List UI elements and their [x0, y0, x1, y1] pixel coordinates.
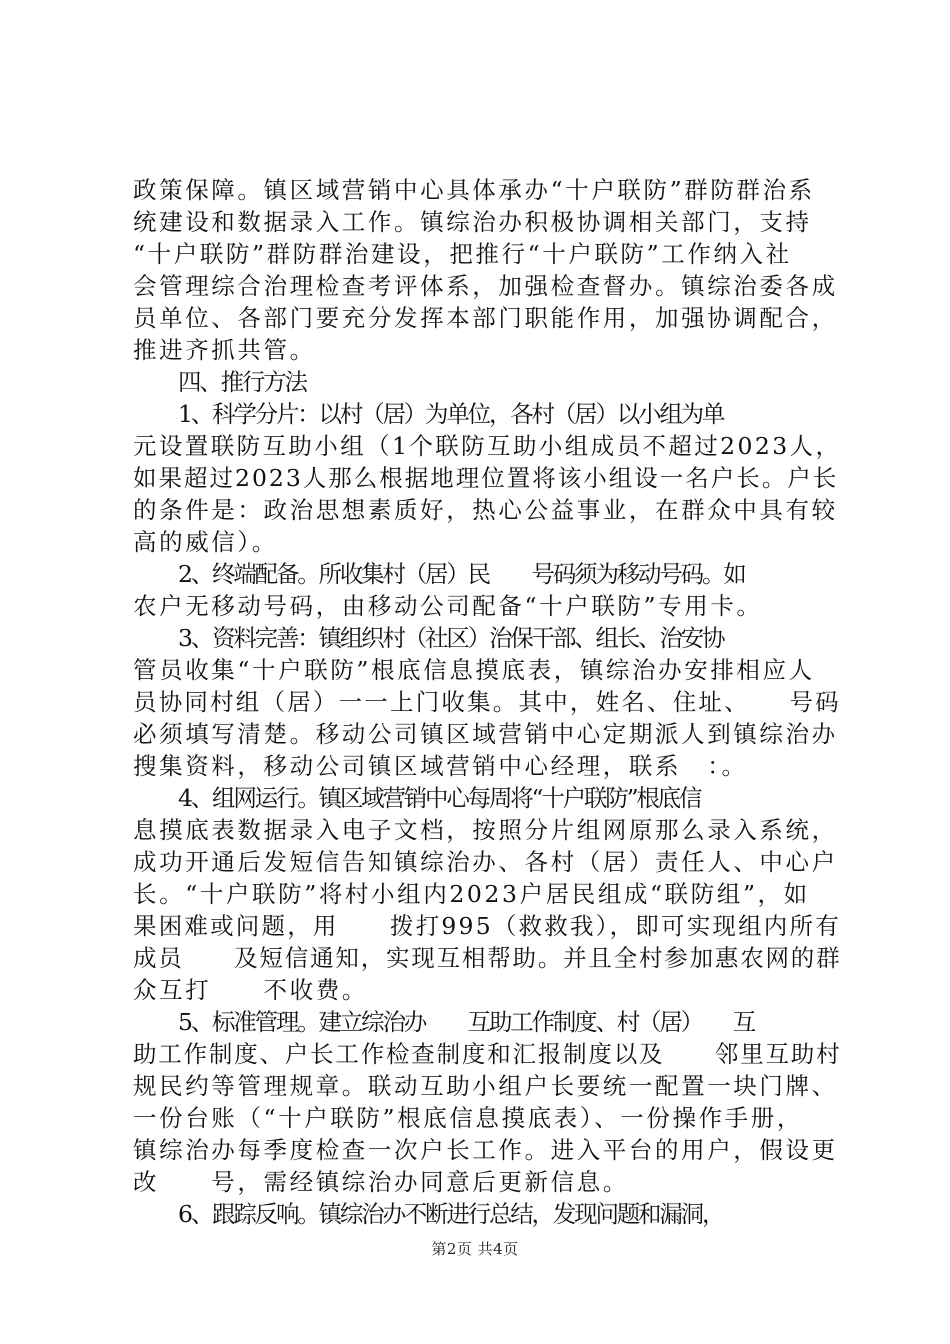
paragraph-line: 息摸底表数据录入电子文档，按照分片组网原那么录入系统，	[133, 816, 838, 844]
paragraph-line: 的条件是：政治思想素质好，热心公益事业，在群众中具有较	[133, 496, 838, 524]
paragraph-line: 推进齐抓共管。	[133, 336, 316, 364]
section-heading: 四、推行方法	[178, 368, 306, 396]
paragraph-line: 成功开通后发短信告知镇综治办、各村（居）责任人、中心户	[133, 848, 838, 876]
paragraph-line: 果困难或问题，用 拨打995（救救我），即可实现组内所有	[133, 912, 841, 940]
paragraph-line: 规民约等管理规章。联动互助小组户长要统一配置一块门牌、	[133, 1072, 838, 1100]
paragraph-line: 3、资料完善：镇组织村（社区）治保干部、组长、治安协	[178, 624, 724, 652]
paragraph-line: 改 号，需经镇综治办同意后更新信息。	[133, 1168, 629, 1196]
paragraph-line: 农户无移动号码，由移动公司配备“十户联防”专用卡。	[133, 592, 763, 620]
paragraph-line: 会管理综合治理检查考评体系，加强检查督办。镇综治委各成	[133, 272, 838, 300]
paragraph-line: 1、科学分片：以村（居）为单位，各村（居）以小组为单	[178, 400, 724, 428]
paragraph-line: 政策保障。镇区域营销中心具体承办“十户联防”群防群治系	[133, 176, 815, 204]
paragraph-line: 员协同村组（居）一一上门收集。其中，姓名、住址、 号码	[133, 688, 841, 716]
paragraph-line: 如果超过2023人那么根据地理位置将该小组设一名户长。户长	[133, 464, 839, 492]
paragraph-line: 助工作制度、户长工作检查制度和汇报制度以及 邻里互助村	[133, 1040, 842, 1068]
paragraph-line: 管员收集“十户联防”根底信息摸底表，镇综治办安排相应人	[133, 656, 815, 684]
paragraph-line: 统建设和数据录入工作。镇综治办积极协调相关部门，支持	[133, 208, 812, 236]
paragraph-line: 搜集资料，移动公司镇区域营销中心经理，联系 ：。	[133, 752, 748, 780]
paragraph-line: 成员 及短信通知，实现互相帮助。并且全村参加惠农网的群	[133, 944, 842, 972]
paragraph-line: 元设置联防互助小组（1个联防互助小组成员不超过2023人，	[133, 432, 842, 460]
paragraph-line: 员单位、各部门要充分发挥本部门职能作用，加强协调配合，	[133, 304, 838, 332]
page-footer: 第2页 共4页	[431, 1240, 519, 1258]
paragraph-line: 众互打 不收费。	[133, 976, 368, 1004]
paragraph-line: 4、组网运行。镇区域营销中心每周将“十户联防”根底信	[178, 784, 701, 812]
paragraph-line: 必须填写清楚。移动公司镇区域营销中心定期派人到镇综治办	[133, 720, 838, 748]
paragraph-line: 2、终端配备。所收集村（居）民 号码须为移动号码。如	[178, 560, 745, 588]
paragraph-line: “十户联防”群防群治建设，把推行“十户联防”工作纳入社	[133, 240, 792, 268]
paragraph-line: 5、标准管理。建立综治办 互助工作制度、村（居） 互	[178, 1008, 755, 1036]
paragraph-line: 长。“十户联防”将村小组内2023户居民组成“联防组”，如	[133, 880, 810, 908]
paragraph-line: 一份台账（“十户联防”根底信息摸底表）、一份操作手册，	[133, 1104, 803, 1132]
paragraph-line: 镇综治办每季度检查一次户长工作。进入平台的用户，假设更	[133, 1136, 838, 1164]
paragraph-line: 6、跟踪反响。镇综治办不断进行总结，发现问题和漏洞，	[178, 1200, 724, 1228]
paragraph-line: 高的威信）。	[133, 528, 278, 556]
